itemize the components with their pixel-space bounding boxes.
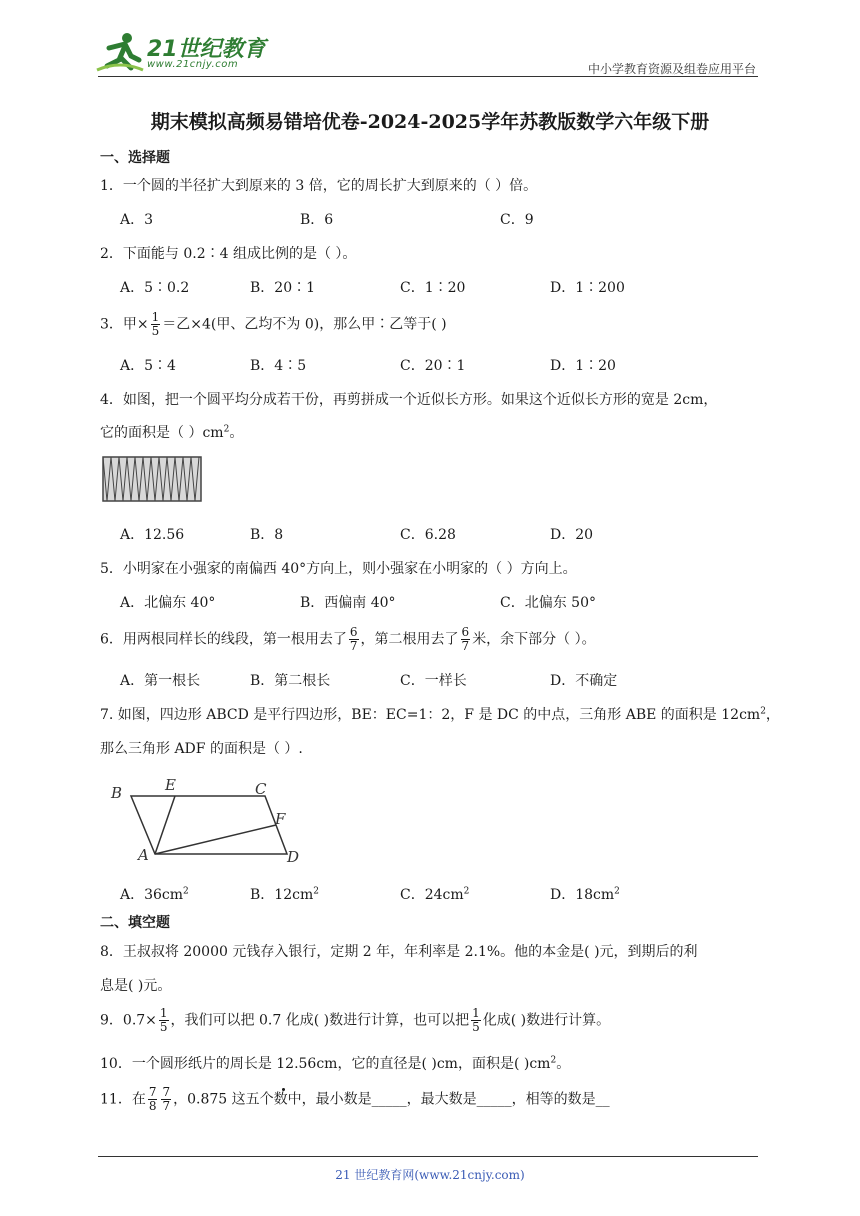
fraction: $\frac{6}{7}$ (349, 625, 358, 653)
q6-option-b: B．第二根长 (250, 673, 331, 689)
label-e: E (165, 776, 176, 794)
q7-option-b: B．$12cm^2$ (250, 886, 319, 903)
q2-option-a: A．5∶0.2 (120, 280, 190, 296)
logo-brand: 21世纪教育 (147, 37, 266, 62)
label-a: A (138, 846, 149, 864)
q2-option-c: C．1∶20 (400, 280, 466, 296)
question-8-line1: 8．王叔叔将 20000 元钱存入银行，定期 2 年，年利率是 2.1%。他的本金是( )元，到期后的利 (100, 944, 698, 960)
q3-option-d: D．1∶20 (550, 358, 616, 374)
q2-option-d: D．1∶200 (550, 280, 625, 296)
logo (95, 30, 275, 76)
footer-text[interactable]: 21 世纪教育网(www.21cnjy.com) (335, 1168, 525, 1182)
runner-logo-icon (95, 30, 145, 76)
q2-option-b: B．20∶1 (250, 280, 316, 296)
q6-option-c: C．一样长 (400, 673, 467, 689)
approx-rectangle-figure (102, 455, 202, 503)
q1-option-b: B．6 (300, 212, 334, 228)
parallelogram-figure (105, 774, 315, 866)
footer-divider (98, 1156, 758, 1157)
question-6: 6．用两根同样长的线段，第一根用去了 $\frac{6}{7}$ ，第二根用去了 $\frac{6}{7}$ 米，余下部分（ ）。 (100, 625, 596, 653)
question-9: 9．0.7× $\frac{1}{5}$ ，我们可以把 0.7 化成( )数进行计算，也可以把 $\frac{1}{5}$ 化成( )数进行计算。 (100, 1006, 611, 1034)
label-d: D (287, 848, 300, 866)
fraction: $\frac{1}{5}$ (472, 1006, 480, 1034)
question-4-line1: 4．如图，把一个圆平均分成若干份，再剪拼成一个近似长方形。如果这个近似长方形的宽是 2cm， (100, 392, 718, 408)
fraction: $\frac{7}{8}$ (148, 1085, 157, 1113)
section-heading-choice: 一、选择题 (100, 150, 170, 166)
question-5: 5．小明家在小强家的南偏西 40°方向上，则小强家在小明家的（ ）方向上。 (100, 561, 577, 577)
label-b: B (111, 784, 123, 802)
q6-option-a: A．第一根长 (120, 673, 201, 689)
fraction: $\frac{6}{7}$ (461, 625, 470, 653)
repeating-fraction: $\frac{7}{7}$ (162, 1085, 171, 1113)
section-heading-fill: 二、填空题 (100, 915, 170, 931)
q6-option-d: D．不确定 (550, 673, 618, 689)
q1-option-c: C．9 (500, 212, 534, 228)
q4-option-a: A．12.56 (120, 527, 185, 543)
repeating-dot (282, 1088, 285, 1091)
logo-url: www.21cnjy.com (147, 59, 239, 70)
label-f: F (275, 810, 286, 828)
header-divider (98, 76, 758, 77)
question-8-line2: 息是( )元。 (100, 978, 172, 994)
page-title: 期末模拟高频易错培优卷-2024-2025学年苏教版数学六年级下册 (150, 111, 710, 133)
question-11: 11．在 $\frac{7}{8}$ $\frac{7}{7}$ ，0.875 这五个数中，最小数是_____，最大数是_____，相等的数是__ (100, 1085, 610, 1113)
q4-option-d: D．20 (550, 527, 594, 543)
question-1: 1．一个圆的半径扩大到原来的 3 倍，它的周长扩大到原来的（ ）倍。 (100, 178, 538, 194)
question-2: 2．下面能与 0.2∶4 组成比例的是（ ）。 (100, 246, 357, 262)
question-3: 3．甲× $\frac{1}{5}$ ＝乙×4(甲、乙均不为 0)，那么甲∶乙等于( ) (100, 310, 447, 338)
fraction: $\frac{1}{5}$ (159, 1006, 168, 1034)
q7-option-a: A．$36cm^2$ (120, 886, 189, 903)
q5-option-c: C．北偏东 50° (500, 595, 596, 611)
platform-label: 中小学教育资源及组卷应用平台 (587, 62, 756, 76)
q3-option-b: B．4∶5 (250, 358, 307, 374)
question-10: 10．一个圆形纸片的周长是 12.56cm，它的直径是( )cm，面积是( )$cm^2$。 (100, 1055, 571, 1072)
q5-option-b: B．西偏南 40° (300, 595, 396, 611)
q3-option-a: A．5∶4 (120, 358, 176, 374)
question-7-line2: 那么三角形 ADF 的面积是（ ）. (100, 741, 303, 757)
q1-option-a: A．3 (120, 212, 154, 228)
q7-option-d: D．$18cm^2$ (550, 886, 620, 903)
q4-option-c: C．6.28 (400, 527, 456, 543)
q4-option-b: B．8 (250, 527, 284, 543)
fraction: $\frac{1}{5}$ (151, 310, 160, 338)
question-7-line1: 7. 如图，四边形 ABCD 是平行四边形，BE：EC=1：2，F 是 DC 的中点，三角形 ABE 的面积是 $12cm^2$， (100, 706, 780, 723)
question-4-line2: 它的面积是（ ）$cm^2$。 (100, 424, 244, 441)
q3-option-c: C．20∶1 (400, 358, 466, 374)
label-c: C (255, 780, 267, 798)
q7-option-c: C．$24cm^2$ (400, 886, 470, 903)
q5-option-a: A．北偏东 40° (120, 595, 216, 611)
